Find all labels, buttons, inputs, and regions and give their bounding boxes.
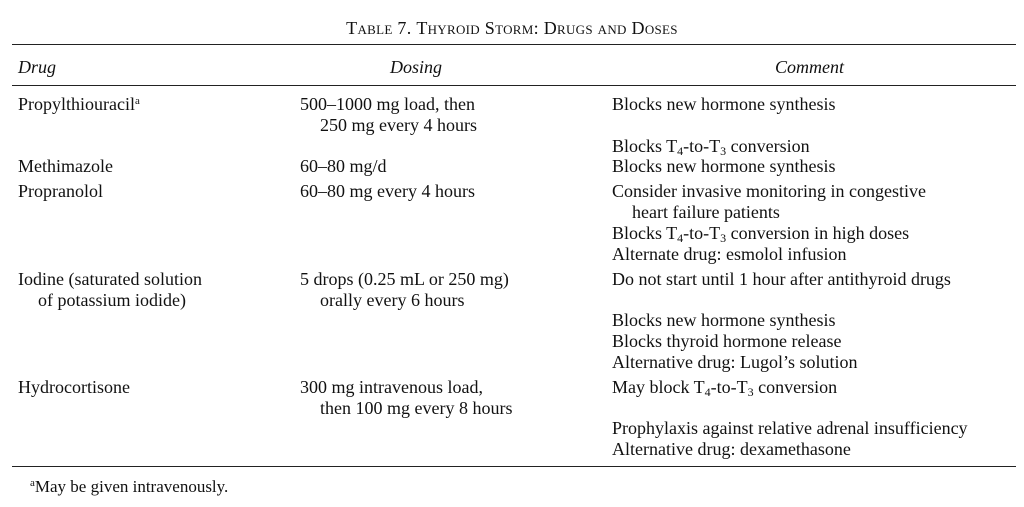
table-caption <box>0 18 1024 39</box>
comment-line: Blocks $T_4-to-T_3$ conversion <box>612 136 810 158</box>
dosing-cell-methimazole <box>300 156 387 177</box>
dosing-cell-hydrocortisone <box>300 377 512 419</box>
comment-line: Alternative drug: dexamethasone <box>612 439 851 459</box>
table-title: Thyroid Storm: Drugs and Doses <box>416 18 678 38</box>
comment-cell-propranolol <box>612 181 926 265</box>
dosing-line: 500–1000 mg load, then <box>300 94 475 114</box>
footnote-text: May be given intravenously. <box>34 477 229 496</box>
header-rule <box>12 85 1016 86</box>
column-header-dosing: Dosing <box>390 57 443 77</box>
dosing-line: 300 mg intravenous load, <box>300 377 483 397</box>
comment-cell-iodine <box>612 269 951 373</box>
comment-line: Consider invasive monitoring in congestive <box>612 181 926 201</box>
drug-cell-hydrocortisone <box>18 377 130 398</box>
comment-line: Blocks new hormone synthesis <box>612 156 836 176</box>
comment-cell-hydrocortisone <box>612 377 968 460</box>
drug-line: Propranolol <box>18 181 103 201</box>
comment-line: Alternate drug: esmolol infusion <box>612 244 847 264</box>
dosing-line: 60–80 mg every 4 hours <box>300 181 475 201</box>
drug-line: Methimazole <box>18 156 113 176</box>
table-footnote <box>30 476 228 497</box>
drug-cell-methimazole <box>18 156 113 177</box>
comment-cell-methimazole <box>612 156 835 177</box>
drug-line: Propylthiouracil$^a$ <box>18 94 140 114</box>
comment-line: Do not start until 1 hour after antithyroid drugs <box>612 269 951 289</box>
comment-line: Blocks new hormone synthesis <box>612 310 836 330</box>
footnote-marker: a <box>134 95 140 107</box>
drug-cell-propranolol <box>18 181 103 202</box>
dosing-line: 250 mg every 4 hours <box>320 115 477 135</box>
drug-line: Hydrocortisone <box>18 377 130 397</box>
top-rule <box>12 44 1016 45</box>
comment-line: Blocks $T_4-to-T_3$ conversion in high doses <box>612 223 910 245</box>
drug-line: Iodine (saturated solution <box>18 269 202 289</box>
drug-cell-propylthiouracil <box>18 94 140 115</box>
comment-line: Blocks thyroid hormone release <box>612 331 842 351</box>
comment-line: Alternative drug: Lugol’s solution <box>612 352 858 372</box>
dosing-line: orally every 6 hours <box>320 290 465 310</box>
drug-cell-iodine <box>18 269 202 311</box>
comment-line: heart failure patients <box>632 202 780 222</box>
footnote-marker: a <box>30 477 35 489</box>
dosing-cell-propranolol <box>300 181 475 202</box>
bottom-rule <box>12 466 1016 467</box>
dosing-cell-iodine <box>300 269 509 311</box>
comment-cell-propylthiouracil <box>612 94 835 157</box>
column-header-drug: Drug <box>18 57 57 77</box>
comment-line: May block $T_4-to-T_3$ conversion <box>612 377 838 399</box>
comment-line: Blocks new hormone synthesis <box>612 94 836 114</box>
dosing-line: then 100 mg every 8 hours <box>320 398 513 418</box>
drug-line: of potassium iodide) <box>38 290 186 310</box>
dosing-cell-propylthiouracil <box>300 94 477 136</box>
table-number: Table 7. <box>346 18 412 38</box>
dosing-line: 5 drops (0.25 mL or 250 mg) <box>300 269 509 289</box>
column-header-comment: Comment <box>775 57 844 77</box>
comment-line: Prophylaxis against relative adrenal insufficiency <box>612 418 968 438</box>
dosing-line: 60–80 mg/d <box>300 156 387 176</box>
